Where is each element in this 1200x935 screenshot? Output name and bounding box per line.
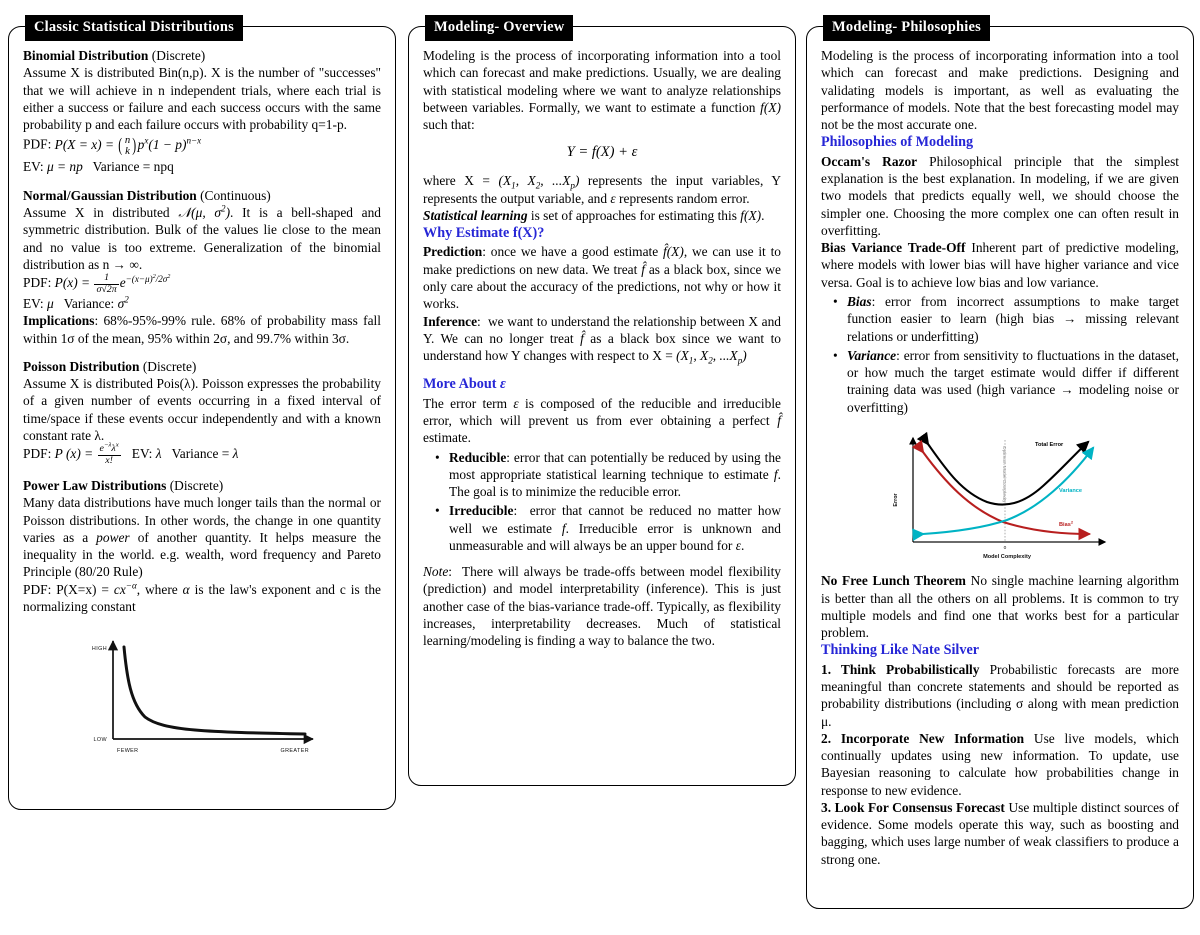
- normal-heading: Normal/Gaussian Distribution: [23, 187, 197, 203]
- section-normal-distribution: [23, 187, 381, 347]
- variance-label: Variance: [1058, 487, 1082, 494]
- bullet-bias: [847, 293, 1179, 345]
- powerlaw-y-low-label: LOW: [93, 737, 107, 744]
- power-law-svg: [77, 631, 327, 759]
- normal-implications-line: [23, 312, 381, 347]
- panel-modeling-overview: [408, 19, 796, 786]
- variance-text: : error from sensitivity to fluctuations in the dataset, or how much the target estimate would differ if different training data was used (high variance → modeling noise or overfitting): [847, 347, 1179, 415]
- panel-title-distributions: Classic Statistical Distributions: [25, 15, 243, 41]
- binomial-ev-line: [23, 158, 381, 175]
- section-binomial-distribution: [23, 47, 381, 176]
- normal-variance: $\sigma^2$: [117, 294, 129, 311]
- nate-item-3-text: Use multiple distinct sources of evidence. Some models operate this way, such as boosting and bagging, which uses large number of weak classifiers to produce a strong one.: [821, 799, 1179, 867]
- nate-item-2-text: Use live models, which continually updates using new information. To update, use Bayesian reasoning to calculate how probabilities change in response to new evidence.: [821, 730, 1179, 798]
- bias-variance-tradeoff-text: [821, 239, 1179, 291]
- poisson-pdf-label: PDF:: [23, 446, 52, 462]
- normal-variance-label: Variance:: [63, 295, 115, 311]
- nate-item-2-term: 2. Incorporate New Information: [821, 730, 1025, 746]
- binomial-variance: Variance = npq: [92, 159, 174, 175]
- bias-term: Bias: [847, 293, 872, 309]
- normal-pdf-label: PDF:: [23, 275, 52, 291]
- binomial-heading-line: [23, 47, 381, 64]
- binomial-pdf-formula: P(X = x) = ( n k )$p^x(1 - p)^{n-x}$: [54, 134, 202, 157]
- poisson-pdf-formula: P (x) = $\frac{e^{-\lambda}\lambda^x}{x!}$: [54, 441, 119, 466]
- panel-body-philosophies: [807, 27, 1193, 878]
- powerlaw-body-a: Many data distributions have much longer tails than the normal or Poisson distributions. In other words, the change in one quantity varies as a: [23, 495, 381, 545]
- poisson-ev-label: EV:: [131, 446, 153, 462]
- bias-variance-svg: [883, 430, 1118, 562]
- powerlaw-curve: [124, 647, 305, 734]
- statistical-learning-term: Statistical learning: [423, 207, 528, 223]
- panel-classic-statistical-distributions: [8, 19, 396, 810]
- nate-item-3: [821, 799, 1179, 868]
- bullet-variance: [847, 347, 1179, 416]
- poisson-variance-label: Variance =: [171, 446, 230, 462]
- panel-body-distributions: [9, 27, 395, 774]
- normal-pdf-formula: P(x) = $\frac{1}{\sigma√2\pi}$ $e^{-(x-\mu)^2/2\sigma^2}$: [54, 272, 171, 295]
- section-philosophies-of-modeling: [821, 133, 1179, 416]
- nate-item-1-term: 1. Think Probabilistically: [821, 661, 980, 677]
- binomial-body: Assume X is distributed Bin(n,p). X is the number of "successes" that we will achieve in n independent trials, where each trial is either a success or failure and each success occurs with the same probability p and each failure occurs with probability q=1-p.: [23, 65, 381, 133]
- philosophies-of-modeling-heading: Philosophies of Modeling: [821, 134, 974, 151]
- nate-item-1: [821, 661, 1179, 730]
- powerlaw-y-high-label: HIGH: [91, 646, 107, 653]
- powerlaw-x-fewer-label: FEWER: [117, 748, 139, 755]
- overview-statistical-learning: Statistical learning is set of approaches for estimating this f(X).: [423, 207, 765, 223]
- nate-item-2: [821, 730, 1179, 799]
- poisson-body: Assume X is distributed Pois(λ). Poisson expresses the probability of a given number of events occurring in a fixed interval of time/space if these events occur independently and with a known constant rate λ.: [23, 376, 381, 443]
- normal-ev-line: [23, 295, 381, 312]
- powerlaw-heading-line: [23, 477, 381, 494]
- bias-variance-origin-tick: 0: [1003, 545, 1006, 551]
- nate-item-1-text: Probabilistic forecasts are more meaningful than concrete statements and should be reported as probability distributions (including σ along with mean prediction μ.: [821, 661, 1180, 729]
- bullet-irreducible: • Irreducible: error that cannot be reduced no matter how well we estimate f. Irreducible error is unknown and unmeasurable and will always be an upper bound for ε.: [449, 502, 781, 554]
- section-more-about-epsilon: [423, 375, 781, 554]
- powerlaw-kind: (Discrete): [169, 478, 224, 494]
- powerlaw-pdf-line: PDF: $P(X=x) = cx^{-\alpha}$, where α is the law's exponent and c is the normalizing constant: [23, 580, 381, 614]
- binomial-kind: (Discrete): [151, 48, 206, 63]
- section-power-law-distributions: [23, 477, 381, 615]
- more-about-epsilon-heading: More About ε: [423, 376, 506, 393]
- overview-after-equation: where $X = (X_1$, $X_2$, $...X_p$) represents the input variables, Y represents the output variable, and ε represents random error.: [423, 173, 782, 206]
- note-term: Note: [423, 564, 449, 580]
- normal-implications: : 68%-95%-99% rule. 68% of probability mass fall within 1σ of the mean, 95% within 2σ, and 99.7% within 3σ.: [23, 313, 381, 346]
- why-estimate-heading: Why Estimate f(X)?: [423, 225, 545, 242]
- epsilon-bullet-list: [423, 449, 781, 555]
- irreducible-term: Irreducible: [449, 503, 514, 519]
- figure-power-law-curve: [77, 631, 327, 763]
- powerlaw-pdf-label: PDF:: [23, 581, 52, 597]
- nate-silver-heading: Thinking Like Nate Silver: [821, 642, 980, 659]
- total-error-label: Total Error: [1034, 441, 1063, 448]
- occams-razor-term: Occam's Razor: [821, 153, 918, 169]
- binomial-ev-label: EV:: [23, 159, 44, 175]
- bias-text: : error from incorrect assumptions to make target function easier to learn (high bias → missing relevant relations or underfitting): [847, 293, 1179, 344]
- binomial-pdf-line: [23, 133, 381, 158]
- panel-body-overview: [409, 27, 795, 660]
- overview-intro: Modeling is the process of incorporating information into a tool which can forecast and make predictions. Usually, we are dealing with statistical modeling where we want to analyze relationships between variables. Formally, we want to estimate a function f(X) such that:: [423, 48, 781, 133]
- powerlaw-body-b: of another quantity. It helps measure the inequality in the world. e.g. wealth, word frequency and Pareto Principle (80/20 Rule): [23, 529, 381, 580]
- section-why-estimate: [423, 224, 781, 364]
- poisson-kind: (Discrete): [142, 358, 197, 374]
- powerlaw-heading: Power Law Distributions: [23, 478, 167, 494]
- variance-term: Variance: [847, 347, 897, 363]
- section-poisson-distribution: [23, 358, 381, 466]
- overview-equation: Y = f(X) + ε: [566, 144, 638, 161]
- normal-ev-label: EV:: [23, 295, 44, 311]
- section-thinking-like-nate-silver: [821, 641, 1179, 868]
- poisson-variance: λ: [232, 446, 239, 462]
- more-about-epsilon-body: The error term ε is composed of the reducible and irreducible error, which will prevent us from ever obtaining a perfect f̂ estimate.: [423, 395, 782, 446]
- panel-title-philosophies: Modeling- Philosophies: [823, 15, 990, 41]
- bullet-reducible: • Reducible: error that can potentially be reduced by using the most appropriate statistical learning technique to estimate f. The goal is to minimize the reducible error.: [449, 449, 781, 501]
- poisson-heading: Poisson Distribution: [23, 358, 140, 374]
- normal-ev: μ: [46, 295, 54, 311]
- bias-variance-bullet-list: [821, 293, 1179, 416]
- inference-term: Inference: [423, 313, 478, 329]
- normal-pdf-line: [23, 273, 381, 295]
- philosophies-intro: Modeling is the process of incorporating information into a tool which can forecast and make predictions. Designing and validating models is important, as well as evaluating the performance of models. Note that the best forecasting model may not be the most accurate one.: [821, 48, 1179, 133]
- panel-title-overview: Modeling- Overview: [425, 15, 573, 41]
- overview-note: Note: There will always be trade-offs between model flexibility (prediction) and model interpretability (inference). This is just another case of the bias-variance trade-off. Typically, as flexibility increases, interpretability decreases. Much of statistical learning/modeling is finding a way to balance the two.: [423, 564, 781, 649]
- bias-variance-term: Bias Variance Trade-Off: [821, 240, 966, 256]
- occams-razor-body: Philosophical principle that the simplest explanation is the best explanation. In modeling, if we are given two models that predicts equally well, we should choose the simpler one. Choosing the more complex one can often result in overfitting.: [821, 153, 1180, 238]
- nate-item-3-term: 3. Look For Consensus Forecast: [821, 799, 1005, 815]
- reducible-term: Reducible: [449, 449, 507, 465]
- overview-prediction: Prediction: once we have a good estimate f̂(X), we can use it to make predictions on new data. We treat f̂ as a black box, since we only care about the accuracy of the predictions, not why or how it works.: [423, 244, 781, 312]
- powerlaw-body-emphasis: power: [96, 529, 130, 545]
- normal-heading-line: [23, 187, 381, 204]
- occams-razor: [821, 153, 1179, 239]
- bias-variance-y-axis-title: Error: [892, 493, 899, 507]
- binomial-heading: Binomial Distribution: [23, 48, 149, 63]
- total-error-curve: [928, 442, 1088, 505]
- panel-modeling-philosophies: [806, 19, 1194, 909]
- bias-variance-body: Inherent part of predictive modeling, where models with lower bias will have higher variance and vice versa. Goal is to achieve low bias and low variance.: [821, 240, 1180, 290]
- bias-variance-x-axis-title: Model Complexity: [982, 553, 1031, 560]
- poisson-heading-line: [23, 358, 381, 375]
- binomial-pdf-label: PDF:: [23, 137, 52, 153]
- bias-squared-label: Bias$^2$: [1058, 519, 1073, 528]
- optimum-complexity-label: Optimum Model Complexity: [1001, 445, 1007, 503]
- no-free-lunch-term: No Free Lunch Theorem: [821, 573, 966, 589]
- no-free-lunch: [821, 572, 1179, 641]
- overview-inference: Inference: we want to understand the relationship between X and Y. We can no longer treat f̂ as a black box since we want to understand how Y changes with respect to $X = (X_1$, $X_2$, $...X_p$): [423, 313, 781, 366]
- normal-body: Assume X in distributed 𝒩(μ, $\sigma^2$). It is a bell-shaped and symmetric distribution. Bulk of the values lie close to the mean and no value is too extreme. Generalization of the binomial distribution as n → ∞.: [23, 203, 382, 272]
- normal-kind: (Continuous): [200, 187, 271, 203]
- poisson-ev: λ: [155, 446, 162, 462]
- prediction-term: Prediction: [423, 244, 483, 260]
- normal-implications-label: Implications: [23, 313, 95, 329]
- binomial-ev: μ = np: [46, 159, 83, 175]
- figure-bias-variance-tradeoff: [883, 430, 1118, 566]
- no-free-lunch-body: No single machine learning algorithm is better than all the others on all problems. It is common to try multiple models and find one that works best for a particular problem.: [821, 573, 1180, 641]
- powerlaw-x-greater-label: GREATER: [280, 748, 309, 755]
- poisson-pdf-line: [23, 441, 381, 466]
- powerlaw-body: [23, 494, 381, 580]
